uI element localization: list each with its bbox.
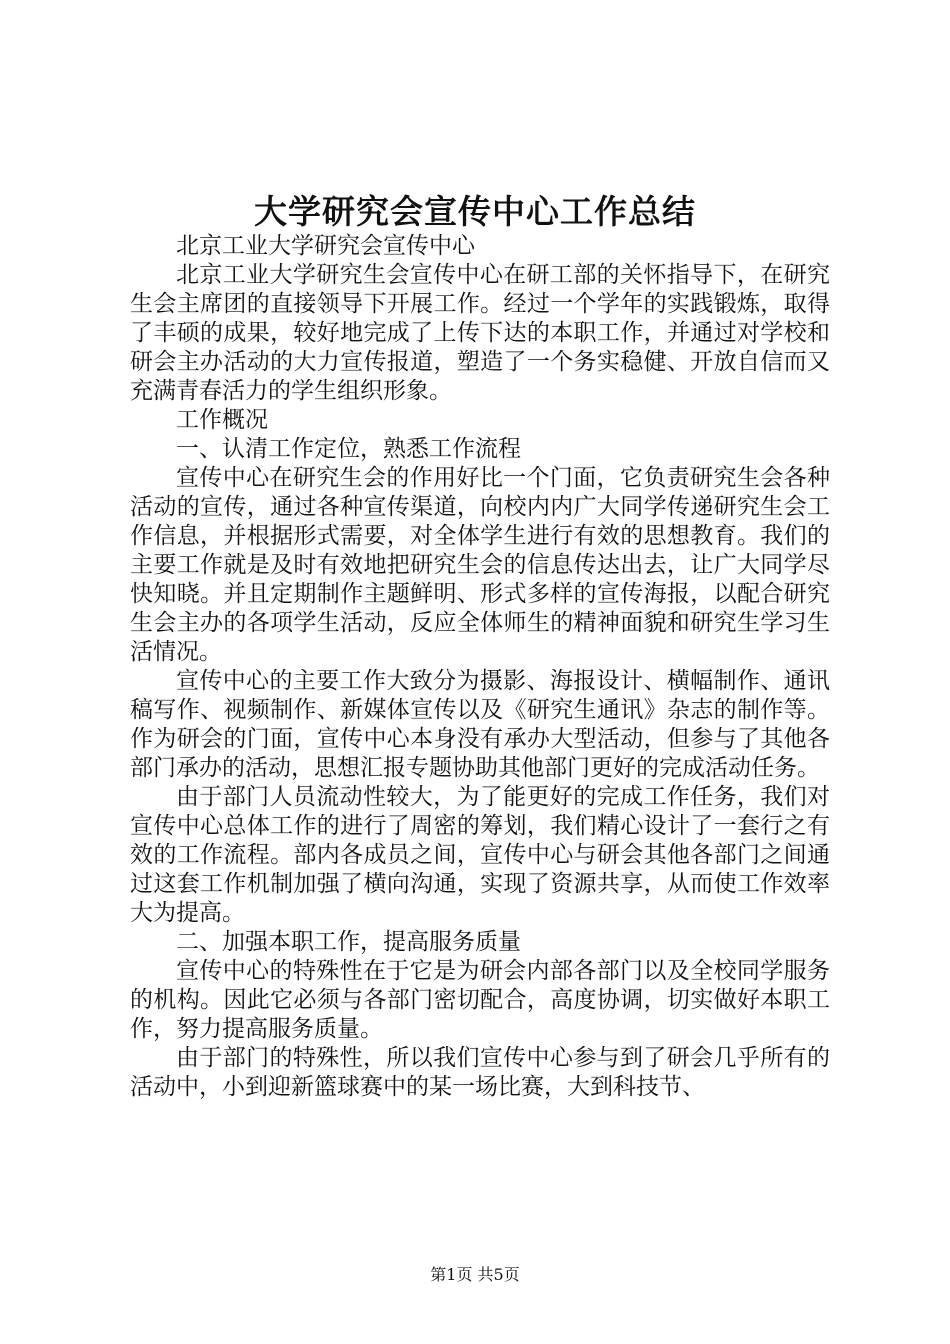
section-heading: 二、加强本职工作，提高服务质量 — [176, 929, 521, 955]
document-body — [130, 232, 830, 1102]
paragraph: 宣传中心的特殊性在于它是为研会内部各部门以及全校同学服务的机构。因此它必须与各部门密切配合，高度协调，切实做好本职工作，努力提高服务质量。 — [130, 958, 830, 1042]
paragraph: 宣传中心的主要工作大致分为摄影、海报设计、横幅制作、通讯稿写作、视频制作、新媒体宣传以及《研究生通讯》杂志的制作等。作为研会的门面，宣传中心本身没有承办大型活动，但参与了其他各部门承办的活动，思想汇报专题协助其他部门更好的完成活动任务。 — [130, 668, 830, 781]
section-heading: 一、认清工作定位，熟悉工作流程 — [176, 436, 521, 462]
page-footer: 第1页 共5页 — [430, 1265, 520, 1284]
section-heading: 工作概况 — [176, 407, 268, 433]
paragraph: 北京工业大学研究会宣传中心 — [176, 233, 475, 259]
document-title: 大学研究会宣传中心工作总结 — [254, 192, 696, 231]
paragraph: 宣传中心在研究生会的作用好比一个门面，它负责研究生会各种活动的宣传，通过各种宣传渠道，向校内内广大同学传递研究生会工作信息，并根据形式需要，对全体学生进行有效的思想教育。我们的主要工作就是及时有效地把研究生会的信息传达出去，让广大同学尽快知晓。并且定期制作主题鲜明、形式多样的宣传海报，以配合研究生会主办的各项学生活动，反应全体师生的精神面貌和研究生学习生活情况。 — [130, 465, 830, 665]
paragraph: 由于部门人员流动性较大，为了能更好的完成工作任务，我们对宣传中心总体工作的进行了周密的筹划，我们精心设计了一套行之有效的工作流程。部内各成员之间，宣传中心与研会其他各部门之间通过这套工作机制加强了横向沟通，实现了资源共享，从而使工作效率大为提高。 — [130, 784, 830, 926]
paragraph: 由于部门的特殊性，所以我们宣传中心参与到了研会几乎所有的活动中，小到迎新篮球赛中的某一场比赛，大到科技节、 — [130, 1045, 830, 1100]
paragraph: 北京工业大学研究生会宣传中心在研工部的关怀指导下，在研究生会主席团的直接领导下开展工作。经过一个学年的实践锻炼，取得了丰硕的成果，较好地完成了上传下达的本职工作，并通过对学校和研会主办活动的大力宣传报道，塑造了一个务实稳健、开放自信而又充满青春活力的学生组织形象。 — [130, 262, 830, 404]
